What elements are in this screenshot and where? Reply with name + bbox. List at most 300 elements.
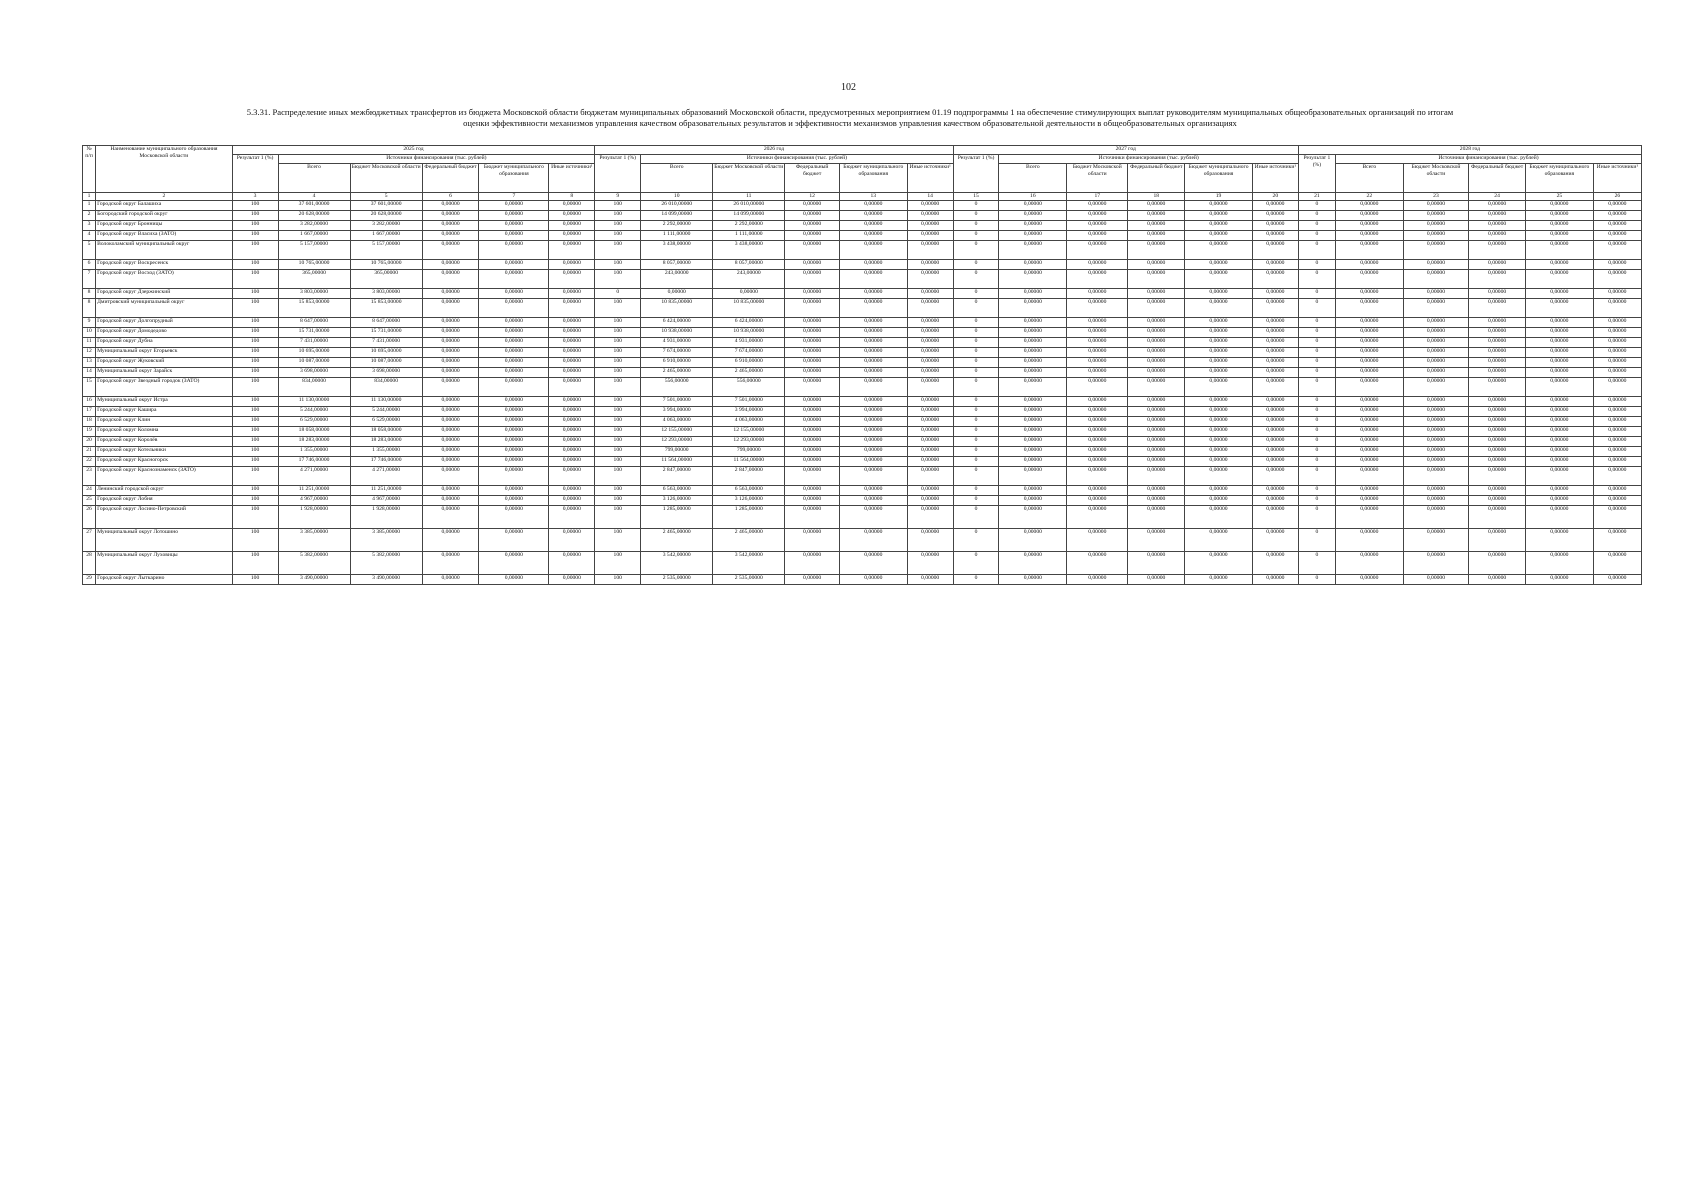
table-cell: 0,00000	[1526, 221, 1594, 231]
table-cell: 0,00000	[1403, 201, 1469, 211]
header-other-sources: Иные источники¹	[1593, 164, 1641, 193]
table-cell: 0,00000	[1469, 318, 1526, 328]
table-row	[83, 457, 1642, 467]
table-cell: 0,00000	[785, 270, 840, 289]
table-cell: 12	[83, 348, 96, 358]
table-cell: 0,00000	[1526, 427, 1594, 437]
table-cell: 0,00000	[1128, 318, 1185, 328]
table-cell: 0	[953, 201, 999, 211]
table-cell: 0	[953, 358, 999, 368]
table-cell: 10 695,00000	[278, 348, 350, 358]
table-cell: 100	[595, 529, 641, 552]
table-cell: 0,00000	[1335, 241, 1403, 260]
table-cell: 0,00000	[839, 348, 907, 358]
table-cell: 0	[1298, 270, 1335, 289]
table-cell: 0,00000	[549, 457, 595, 467]
table-cell: 0,00000	[1593, 231, 1641, 241]
table-cell: 0,00000	[1593, 552, 1641, 575]
table-cell: 0,00000	[1252, 211, 1298, 221]
table-cell: 0,00000	[999, 407, 1067, 417]
table-cell: 0,00000	[1469, 437, 1526, 447]
table-cell: 0	[953, 397, 999, 407]
table-cell: 100	[595, 328, 641, 338]
table-cell: 3 994,00000	[641, 407, 713, 417]
header-mun-budget: Бюджет муниципального образования	[1526, 164, 1594, 193]
column-number: 15	[953, 193, 999, 201]
table-cell: 0,00000	[1335, 437, 1403, 447]
table-cell: 0,00000	[1335, 486, 1403, 496]
table-cell: 17	[83, 407, 96, 417]
table-cell: 0,00000	[999, 289, 1067, 299]
table-cell: 0,00000	[999, 417, 1067, 427]
table-cell: 0,00000	[839, 529, 907, 552]
table-cell: 0,00000	[1128, 358, 1185, 368]
table-cell: 834,00000	[350, 378, 422, 397]
table-cell: 0,00000	[839, 211, 907, 221]
column-number: 3	[232, 193, 278, 201]
table-cell: 1 355,00000	[350, 447, 422, 457]
table-cell: 6 563,00000	[641, 486, 713, 496]
table-cell: 0,00000	[549, 437, 595, 447]
table-cell: 0,00000	[1185, 552, 1253, 575]
table-row	[83, 427, 1642, 437]
table-cell: Волоколамский муниципальный округ	[96, 241, 233, 260]
table-row	[83, 358, 1642, 368]
table-cell: 0,00000	[1185, 338, 1253, 348]
table-cell: 0	[953, 437, 999, 447]
table-cell: 0	[1298, 338, 1335, 348]
table-cell: 1 667,00000	[350, 231, 422, 241]
table-cell: 0,00000	[785, 506, 840, 529]
table-cell: 0,00000	[999, 506, 1067, 529]
table-cell: 0	[953, 299, 999, 318]
table-cell: 12 293,00000	[641, 437, 713, 447]
table-cell: 0,00000	[1185, 299, 1253, 318]
table-cell: Городской округ Жуковский	[96, 358, 233, 368]
table-cell: 0,00000	[907, 358, 953, 368]
table-cell: 37 601,00000	[278, 201, 350, 211]
column-number: 13	[839, 193, 907, 201]
table-cell: 100	[595, 201, 641, 211]
table-cell: 0,00000	[907, 211, 953, 221]
table-cell: 2 465,00000	[641, 529, 713, 552]
table-cell: 1 928,00000	[278, 506, 350, 529]
table-cell: 17 746,00000	[350, 457, 422, 467]
table-cell: 100	[232, 368, 278, 378]
table-cell: 0,00000	[1185, 486, 1253, 496]
table-cell: 556,00000	[641, 378, 713, 397]
table-cell: 21	[83, 447, 96, 457]
document-title	[60, 107, 1640, 129]
table-cell: Городской округ Лосино-Петровский	[96, 506, 233, 529]
table-cell: 0,00000	[1252, 457, 1298, 467]
table-cell: 0,00000	[422, 397, 479, 407]
table-body	[83, 201, 1642, 585]
table-cell: 0,00000	[1128, 506, 1185, 529]
table-cell: 0	[953, 496, 999, 506]
table-cell: 0,00000	[785, 221, 840, 231]
table-cell: 0,00000	[1403, 397, 1469, 407]
table-cell: 0,00000	[1185, 467, 1253, 486]
table-cell: 23	[83, 467, 96, 486]
table-cell: 0,00000	[549, 552, 595, 575]
table-cell: 0,00000	[1403, 552, 1469, 575]
table-cell: 0,00000	[999, 427, 1067, 437]
table-cell: 0,00000	[1469, 417, 1526, 427]
table-cell: 0,00000	[1185, 496, 1253, 506]
table-cell: 0,00000	[1252, 270, 1298, 289]
table-cell: 3 126,00000	[641, 496, 713, 506]
table-cell: 0,00000	[1335, 457, 1403, 467]
table-cell: 0,00000	[907, 447, 953, 457]
table-cell: 0,00000	[549, 358, 595, 368]
table-cell: 0,00000	[1335, 407, 1403, 417]
table-cell: 3 994,00000	[713, 407, 785, 417]
table-cell: 0,00000	[785, 397, 840, 407]
table-cell: 0,00000	[1252, 437, 1298, 447]
table-cell: 0,00000	[422, 211, 479, 221]
table-cell: 0,00000	[1403, 378, 1469, 397]
table-row	[83, 338, 1642, 348]
table-cell: 0,00000	[1252, 299, 1298, 318]
table-cell: 1 928,00000	[350, 506, 422, 529]
budget-table	[82, 145, 1642, 585]
table-cell: 0,00000	[839, 417, 907, 427]
table-cell: 0,00000	[907, 397, 953, 407]
table-cell: 0,00000	[907, 427, 953, 437]
table-cell: 0,00000	[549, 575, 595, 585]
table-cell: 0	[1298, 529, 1335, 552]
column-number: 18	[1128, 193, 1185, 201]
table-cell: 0,00000	[479, 407, 549, 417]
table-cell: 0,00000	[1252, 529, 1298, 552]
table-cell: 0,00000	[422, 457, 479, 467]
table-cell: 0,00000	[479, 552, 549, 575]
table-cell: 0	[953, 427, 999, 437]
table-cell: 0	[953, 447, 999, 457]
table-cell: 0,00000	[1469, 575, 1526, 585]
table-cell: 0,00000	[1526, 437, 1594, 447]
table-cell: 0,00000	[1128, 368, 1185, 378]
table-cell: 0,00000	[1335, 328, 1403, 338]
table-cell: 0,00000	[1403, 231, 1469, 241]
table-cell: 0	[595, 289, 641, 299]
table-cell: 0,00000	[549, 211, 595, 221]
table-cell: 0,00000	[1593, 486, 1641, 496]
title-line-2: оценки эффективности механизмов управления качеством образовательных результатов и эффективности механизмов управления качеством образовательной деятельности в общеобразовательных организациях	[463, 118, 1237, 128]
table-cell: 1	[83, 201, 96, 211]
table-cell: 11 130,00000	[350, 397, 422, 407]
column-number: 5	[350, 193, 422, 201]
table-cell: 0,00000	[907, 299, 953, 318]
table-cell: 0,00000	[1469, 328, 1526, 338]
table-cell: 0,00000	[785, 289, 840, 299]
table-row	[83, 486, 1642, 496]
table-cell: 5 157,00000	[278, 241, 350, 260]
table-cell: 0	[953, 486, 999, 496]
table-cell: 0,00000	[1067, 231, 1128, 241]
table-cell: 0	[953, 260, 999, 270]
header-mo-budget: Бюджет Московской области	[713, 164, 785, 193]
table-row	[83, 260, 1642, 270]
table-cell: 0,00000	[785, 427, 840, 437]
table-cell: 0	[953, 221, 999, 231]
table-cell: 0,00000	[999, 221, 1067, 231]
table-cell: 100	[595, 417, 641, 427]
table-cell: 0,00000	[549, 447, 595, 457]
table-cell: 15 853,00000	[350, 299, 422, 318]
table-row	[83, 437, 1642, 447]
table-cell: 0,00000	[999, 368, 1067, 378]
table-cell: 0	[1298, 467, 1335, 486]
table-cell: 0,00000	[1335, 496, 1403, 506]
table-cell: 0	[953, 318, 999, 328]
column-number: 22	[1335, 193, 1403, 201]
table-cell: 0,00000	[1128, 496, 1185, 506]
table-cell: 0,00000	[907, 270, 953, 289]
table-cell: 0,00000	[1067, 318, 1128, 328]
table-cell: 0,00000	[1469, 368, 1526, 378]
table-cell: 0,00000	[1185, 231, 1253, 241]
table-cell: 0,00000	[1469, 457, 1526, 467]
table-cell: 0,00000	[1526, 378, 1594, 397]
header-sources: Источники финансирования (тыс. рублей)	[1335, 155, 1641, 164]
table-cell: 0,00000	[839, 506, 907, 529]
table-cell: Городской округ Восход (ЗАТО)	[96, 270, 233, 289]
table-cell: 6 910,00000	[641, 358, 713, 368]
table-cell: 0	[1298, 221, 1335, 231]
table-cell: 0,00000	[422, 552, 479, 575]
table-cell: 0,00000	[549, 299, 595, 318]
table-cell: 0,00000	[1185, 328, 1253, 338]
table-cell: Ленинский городской округ	[96, 486, 233, 496]
table-cell: 0,00000	[422, 506, 479, 529]
header-other-sources: Иные источники¹	[907, 164, 953, 193]
table-cell: Городской округ Кашира	[96, 407, 233, 417]
table-cell: 0,00000	[1526, 467, 1594, 486]
table-cell: 0,00000	[422, 427, 479, 437]
table-cell: 0,00000	[422, 318, 479, 328]
table-cell: 0,00000	[1526, 201, 1594, 211]
table-cell: 100	[595, 318, 641, 328]
table-cell: 0	[953, 378, 999, 397]
table-cell: 0,00000	[1128, 289, 1185, 299]
table-cell: 100	[232, 328, 278, 338]
table-cell: 0	[953, 575, 999, 585]
table-cell: 0,00000	[479, 467, 549, 486]
table-cell: 0,00000	[549, 338, 595, 348]
table-cell: Городской округ Дубна	[96, 338, 233, 348]
table-cell: 0,00000	[479, 231, 549, 241]
table-cell: 0,00000	[422, 221, 479, 231]
table-row	[83, 496, 1642, 506]
table-cell: 0,00000	[1252, 506, 1298, 529]
table-cell: 13	[83, 358, 96, 368]
table-cell: 0	[1298, 358, 1335, 368]
table-cell: 0,00000	[999, 378, 1067, 397]
table-cell: 0,00000	[1593, 289, 1641, 299]
table-cell: 0	[1298, 496, 1335, 506]
table-cell: 100	[232, 318, 278, 328]
table-cell: 5	[83, 241, 96, 260]
column-number: 2	[96, 193, 233, 201]
table-cell: 0,00000	[1128, 447, 1185, 457]
table-cell: 6 529,00000	[278, 417, 350, 427]
table-cell: 0,00000	[1403, 368, 1469, 378]
table-cell: 3 385,00000	[350, 529, 422, 552]
table-cell: 37 601,00000	[350, 201, 422, 211]
table-header	[83, 146, 1642, 201]
table-cell: 0,00000	[999, 486, 1067, 496]
table-cell: 0,00000	[1593, 270, 1641, 289]
table-cell: Городской округ Домодедово	[96, 328, 233, 338]
table-cell: 0,00000	[1403, 467, 1469, 486]
table-cell: 0,00000	[549, 328, 595, 338]
table-cell: 0,00000	[1128, 457, 1185, 467]
table-cell: 0,00000	[785, 348, 840, 358]
table-cell: 799,00000	[641, 447, 713, 457]
table-cell: 2 292,00000	[641, 221, 713, 231]
table-cell: 0,00000	[1067, 378, 1128, 397]
budget-table-wrapper	[82, 145, 1642, 585]
table-cell: 0,00000	[1403, 575, 1469, 585]
table-cell: Муниципальный округ Егорьевск	[96, 348, 233, 358]
table-cell: 3 438,00000	[641, 241, 713, 260]
table-cell: 3 438,00000	[713, 241, 785, 260]
table-cell: 0,00000	[839, 289, 907, 299]
table-cell: 0,00000	[549, 260, 595, 270]
table-cell: 4 931,00000	[713, 338, 785, 348]
table-cell: 0,00000	[1526, 318, 1594, 328]
table-cell: 0,00000	[1469, 260, 1526, 270]
header-result-2028: Результат 1 (%)	[1298, 155, 1335, 193]
table-cell: 0,00000	[422, 348, 479, 358]
table-cell: 0	[1298, 201, 1335, 211]
table-cell: 0,00000	[1067, 368, 1128, 378]
table-cell: 6 563,00000	[713, 486, 785, 496]
table-cell: 15	[83, 378, 96, 397]
table-cell: 11 564,00000	[641, 457, 713, 467]
column-number: 1	[83, 193, 96, 201]
header-year-2025: 2025 год	[232, 146, 595, 155]
table-cell: 0,00000	[1067, 417, 1128, 427]
table-cell: 0,00000	[839, 496, 907, 506]
table-cell: 100	[595, 407, 641, 417]
table-cell: 0,00000	[1128, 486, 1185, 496]
table-row	[83, 221, 1642, 231]
header-total: Всего	[641, 164, 713, 193]
table-cell: 0,00000	[907, 328, 953, 338]
table-cell: 2 847,00000	[641, 467, 713, 486]
table-cell: 26	[83, 506, 96, 529]
table-cell: 0,00000	[1335, 427, 1403, 437]
table-cell: 0,00000	[479, 575, 549, 585]
table-cell: 0,00000	[1335, 348, 1403, 358]
table-cell: 0,00000	[479, 417, 549, 427]
table-cell: 100	[232, 496, 278, 506]
table-cell: 0,00000	[839, 221, 907, 231]
table-cell: 100	[232, 338, 278, 348]
table-cell: 0,00000	[1128, 231, 1185, 241]
table-cell: Муниципальный округ Лотошино	[96, 529, 233, 552]
table-cell: 0,00000	[1593, 241, 1641, 260]
table-cell: Городской округ Клин	[96, 417, 233, 427]
table-cell: 0,00000	[1403, 427, 1469, 437]
table-cell: 0	[1298, 575, 1335, 585]
table-cell: 834,00000	[278, 378, 350, 397]
table-cell: 0,00000	[907, 231, 953, 241]
table-cell: 8	[83, 289, 96, 299]
table-cell: 0,00000	[907, 221, 953, 231]
table-cell: 0,00000	[1526, 338, 1594, 348]
table-cell: 26 010,00000	[641, 201, 713, 211]
table-cell: 0,00000	[785, 447, 840, 457]
table-cell: 0,00000	[1403, 358, 1469, 368]
table-cell: 0,00000	[479, 368, 549, 378]
table-cell: 365,00000	[278, 270, 350, 289]
table-cell: 100	[232, 260, 278, 270]
table-cell: 0,00000	[839, 368, 907, 378]
table-cell: 0,00000	[839, 358, 907, 368]
header-total: Всего	[278, 164, 350, 193]
table-cell: 0,00000	[1067, 467, 1128, 486]
table-cell: 0,00000	[839, 447, 907, 457]
table-cell: 3 698,00000	[350, 368, 422, 378]
table-cell: 100	[595, 368, 641, 378]
table-cell: 0,00000	[1469, 221, 1526, 231]
table-cell: 0,00000	[1067, 348, 1128, 358]
table-cell: 0,00000	[1252, 467, 1298, 486]
table-cell: 100	[595, 437, 641, 447]
column-number: 8	[549, 193, 595, 201]
table-cell: 0,00000	[479, 397, 549, 407]
table-cell: 0,00000	[549, 241, 595, 260]
table-cell: 100	[232, 348, 278, 358]
table-cell: 0,00000	[1593, 417, 1641, 427]
table-cell: 0,00000	[1067, 575, 1128, 585]
table-cell: 0,00000	[549, 506, 595, 529]
table-cell: 3 542,00000	[641, 552, 713, 575]
table-cell: 0,00000	[1067, 328, 1128, 338]
table-cell: 0,00000	[1526, 358, 1594, 368]
table-cell: 100	[595, 231, 641, 241]
table-row	[83, 407, 1642, 417]
table-cell: 8 647,00000	[278, 318, 350, 328]
table-cell: 0,00000	[907, 506, 953, 529]
table-cell: 0,00000	[1469, 378, 1526, 397]
table-cell: 0,00000	[1469, 299, 1526, 318]
table-cell: 0	[953, 211, 999, 221]
table-cell: 0,00000	[549, 397, 595, 407]
table-cell: 11	[83, 338, 96, 348]
table-cell: 0,00000	[422, 575, 479, 585]
table-cell: 0,00000	[1335, 529, 1403, 552]
table-cell: 0,00000	[1252, 447, 1298, 457]
table-cell: 0,00000	[1403, 529, 1469, 552]
table-cell: 0,00000	[839, 407, 907, 417]
table-cell: 0,00000	[1185, 417, 1253, 427]
table-cell: 100	[232, 378, 278, 397]
table-cell: 0,00000	[479, 486, 549, 496]
table-cell: 0,00000	[1185, 378, 1253, 397]
table-cell: 0,00000	[1469, 397, 1526, 407]
table-cell: 0	[1298, 427, 1335, 437]
table-cell: 0,00000	[1128, 260, 1185, 270]
table-cell: 0,00000	[1252, 417, 1298, 427]
table-cell: 100	[232, 270, 278, 289]
table-cell: 0	[1298, 397, 1335, 407]
header-result-2026: Результат 1 (%)	[595, 155, 641, 193]
